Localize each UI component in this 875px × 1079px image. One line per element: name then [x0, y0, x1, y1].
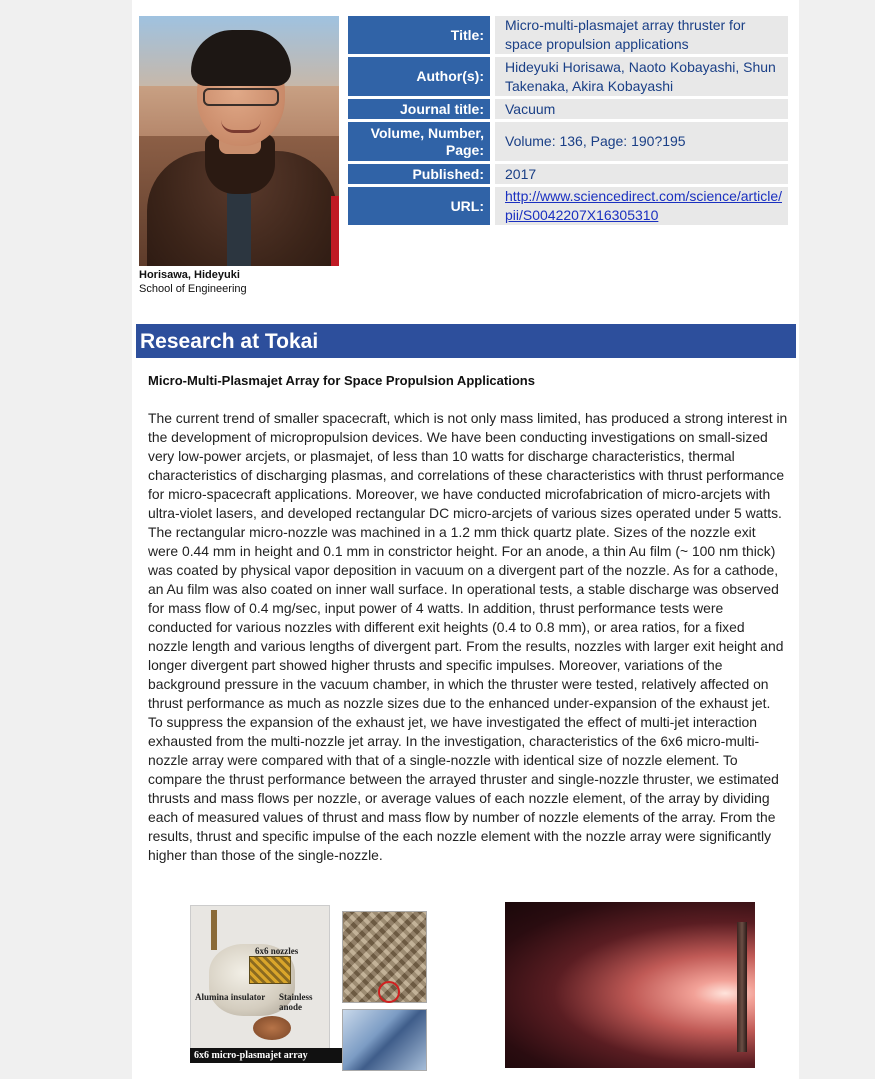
figure-caption: 6x6 micro-plasmajet array thruster: [190, 1048, 342, 1063]
meta-value-url: [495, 187, 788, 225]
figure-label-nozzles: 6x6 nozzles: [255, 946, 299, 956]
meta-label-url: URL:: [348, 187, 490, 225]
meta-row-url: [348, 187, 788, 225]
profile-name: Horisawa, Hideyuki: [139, 269, 240, 281]
single-nozzle-micrograph: [342, 1009, 427, 1071]
meta-value-volume: Volume: 136, Page: 190?195: [495, 122, 788, 161]
thruster-figure: [190, 905, 427, 1076]
meta-value-title: Micro-multi-plasmajet array thruster for space propulsion applications: [495, 16, 788, 54]
meta-label-journal: Journal title:: [348, 99, 490, 119]
highlight-circle: [378, 981, 400, 1003]
page-content: [132, 0, 799, 1079]
article-title: Micro-Multi-Plasmajet Array for Space Propulsion Applications: [148, 373, 535, 388]
article-body: The current trend of smaller spacecraft, which is not only mass limited, has produced a strong interest in the development of micropropulsion devices. We have been conducting investigations on small-sized very low-power arcjets, or plasmajet, of less than 10 watts for discharge characteristics, thermal characteristics of discharging plasmas, and correlations of these characteristics with thrust performance for micro-spacecraft applications. Moreover, we have conducted microfabrication of micro-arcjets with ultra-violet lasers, and developed rectangular DC micro-arcjets of various sizes operated under 5 watts. The rectangular micro-nozzle was machined in a 1.2 mm thick quartz plate. Sizes of the nozzle exit were 0.44 mm in height and 0.1 mm in constrictor height. For an anode, a thin Au film (~ 100 nm thick) was coated by physical vapor deposition in vacuum on a divergent part of the nozzle. As for a cathode, an Au film was also coated on inner wall surface. In operational tests, a stable discharge was observed for mass flow of 0.4 mg/sec, input power of 4 watts. In addition, thrust performance tests were conducted for various nozzles with different exit heights (0.4 to 0.8 mm), or area ratios, for a fixed nozzle length and various lengths of divergent part. From the results, nozzles with larger exit height and longer divergent part showed higher thrusts and specific impulses. Moreover, variations of the background pressure in the vacuum chamber, in which the thruster were tested, relatively affected on thrust performance as much as nozzle sizes due to the enhanced under-expansion of the exhaust jet. To suppress the expansion of the exhaust jet, we have investigated the effect of multi-jet interaction exhausted from the multi-nozzle jet array. In the investigation, characteristics of the 6x6 micro-multi-nozzle array were compared with that of a single-nozzle with identical size of nozzle element. To compare the thrust performance between the arrayed thruster and single-nozzle thruster, we estimated thrusts and mass flows per nozzle, or average values of each nozzle element, of the array by dividing each of measured values of thrust and mass flow by number of nozzle elements of the array. From the results, thrust and specific impulse of the each nozzle element with the nozzle array were significantly higher than those of the single-nozzle.: [148, 410, 788, 863]
meta-row-published: [348, 164, 788, 184]
profile-caption: [139, 268, 247, 296]
meta-value-published: 2017: [495, 164, 788, 184]
meta-label-authors: Author(s):: [348, 57, 490, 96]
profile-affiliation: School of Engineering: [139, 283, 247, 295]
section-heading: Research at Tokai: [136, 324, 796, 358]
meta-label-published: Published:: [348, 164, 490, 184]
plasma-plume-photo: [505, 902, 755, 1068]
meta-row-journal: [348, 99, 788, 119]
meta-row-volume: [348, 122, 788, 161]
meta-value-authors: Hideyuki Horisawa, Naoto Kobayashi, Shun Takenaka, Akira Kobayashi: [495, 57, 788, 96]
meta-label-title: Title:: [348, 16, 490, 54]
publication-meta-table: [348, 16, 788, 228]
profile-photo: [139, 16, 339, 266]
meta-value-journal: Vacuum: [495, 99, 788, 119]
thruster-photo: [190, 905, 330, 1057]
meta-label-volume: Volume, Number, Page:: [348, 122, 490, 161]
meta-row-authors: [348, 57, 788, 96]
meta-row-title: [348, 16, 788, 54]
figure-label-anode: Stainless anode: [279, 992, 313, 1012]
article-url-link[interactable]: http://www.sciencedirect.com/science/article/ pii/S0042207X16305310: [505, 188, 782, 223]
figure-label-insulator: Alumina insulator: [195, 992, 266, 1002]
